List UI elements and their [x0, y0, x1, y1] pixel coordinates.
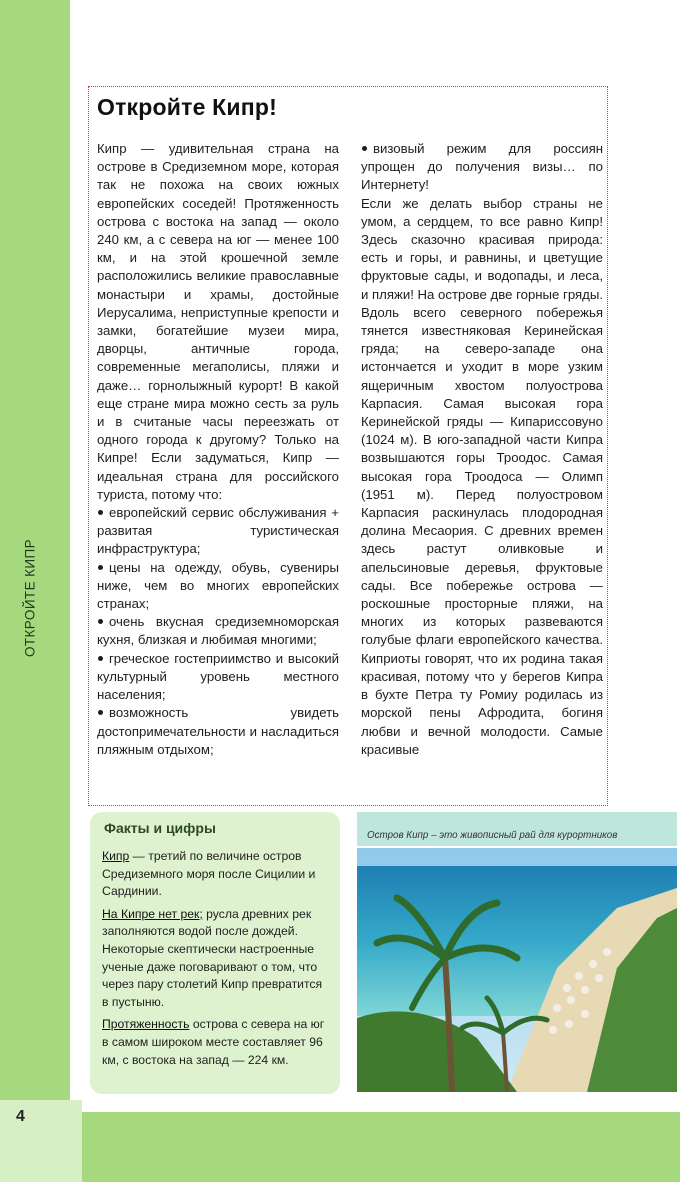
bullet-item: визовый режим для россиян упрощен до получения визы… по Интернету!	[361, 141, 603, 193]
body-paragraph: Если же делать выбор страны не умом, а сердцем, то все равно Кипр! Здесь сказочно красивая природа: есть и горы, и равнины, и цветущие фруктовые сады, и водопады, и леса, и пляжи! На острове две горные гряды. Вдоль всего северного побережья тянется известняковая Керинейская гряда; на северо-западе она истончается и уходит в море узким ящеричным хвостом полуострова Карпасия. Самая высокая гора Керинейской гряды — Кипариссовуно (1024 м). В юго-западной части Кипра возвышаются горы Троодос. Самая высокая гора Троодоса — Олимп (1951 м). Перед полуостровом Карпасия раскинулась плодородная долина Месаория. С древних времен здесь растут оливковые и апельсиновые деревья, фруктовые сады. Все побережье острова — роскошные просторные пляжи, на многих из которых развеваются голубые флаги европейского качества. Киприоты говорят, что их родина такая красивая, потому что у берегов Кипра в бухте Петра ту Ромиу родилась из морской пены Афродита, богиня любви и вечной молодости. Самые красивые	[361, 195, 604, 757]
bullet-item: возможность увидеть достопримечательности и насладиться пляжным отдыхом;	[97, 705, 339, 757]
bullet-icon	[98, 710, 103, 715]
section-label: ОТКРОЙТЕ КИПР	[22, 539, 38, 657]
intro-paragraph: Кипр — удивительная страна на острове в Средиземном море, которая так не похожа на своих южных европейских соседей! Протяженность острова с востока на запад — около 240 км, а с севера на юг — менее 100 км, и на этой крошечной земле расположились великие православные монастыри и храмы, достойные Иерусалима, неприступные крепости и замки, богатейшие музеи мира, дворцы, античные города, современные мегаполисы, пляжи и даже… горнолыжный курорт! В какой еще стране мира можно сесть за руль и в считаные часы переезжать от одного города к другому? Только на Кипре! Если задуматься, Кипр — идеальная страна для российского туриста, потому что:	[97, 141, 339, 502]
bullet-icon	[98, 656, 103, 661]
bullet-icon	[362, 146, 367, 151]
facts-title: Факты и цифры	[104, 820, 216, 836]
bullet-icon	[98, 565, 103, 570]
bullet-item: очень вкусная средиземноморская кухня, близкая и любимая многими;	[97, 614, 339, 648]
fact-item: Кипр — третий по величине остров Средиземного моря после Сицилии и Сардинии.	[102, 849, 316, 899]
fact-term: На Кипре нет рек;	[102, 906, 203, 921]
facts-box	[90, 812, 340, 1094]
text-column-right	[361, 140, 603, 759]
bullet-item: цены на одежду, обувь, сувениры ниже, чем во многих европейских странах;	[97, 559, 339, 612]
fact-term: Протяженность	[102, 1017, 190, 1032]
bullet-item: европейский сервис обслуживания + развитая туристическая инфраструктура;	[97, 505, 339, 557]
beach-photo	[357, 848, 677, 1092]
bullet-icon	[98, 619, 103, 624]
page-title: Откройте Кипр!	[97, 94, 277, 120]
fact-item: Протяженность острова с севера на юг в самом широком месте составляет 96 км, с востока на запад — 224 км.	[102, 1017, 325, 1067]
fact-item: На Кипре нет рек; русла древних рек заполняются водой после дождей. Некоторые скептически настроенные ученые даже поговаривают о том, что через пару столетий Кипр превратится в пустыню.	[102, 906, 323, 1009]
fact-term: Кипр	[102, 849, 130, 863]
photo-caption: Остров Кипр – это живописный рай для курортников	[357, 812, 677, 846]
bottom-green-band	[82, 1112, 680, 1182]
page-number: 4	[16, 1108, 25, 1125]
bullet-item: греческое гостеприимство и высокий культурный уровень местного населения;	[97, 650, 339, 703]
text-column-left	[97, 140, 339, 759]
bullet-icon	[98, 510, 103, 515]
page-number-box	[0, 1100, 82, 1182]
